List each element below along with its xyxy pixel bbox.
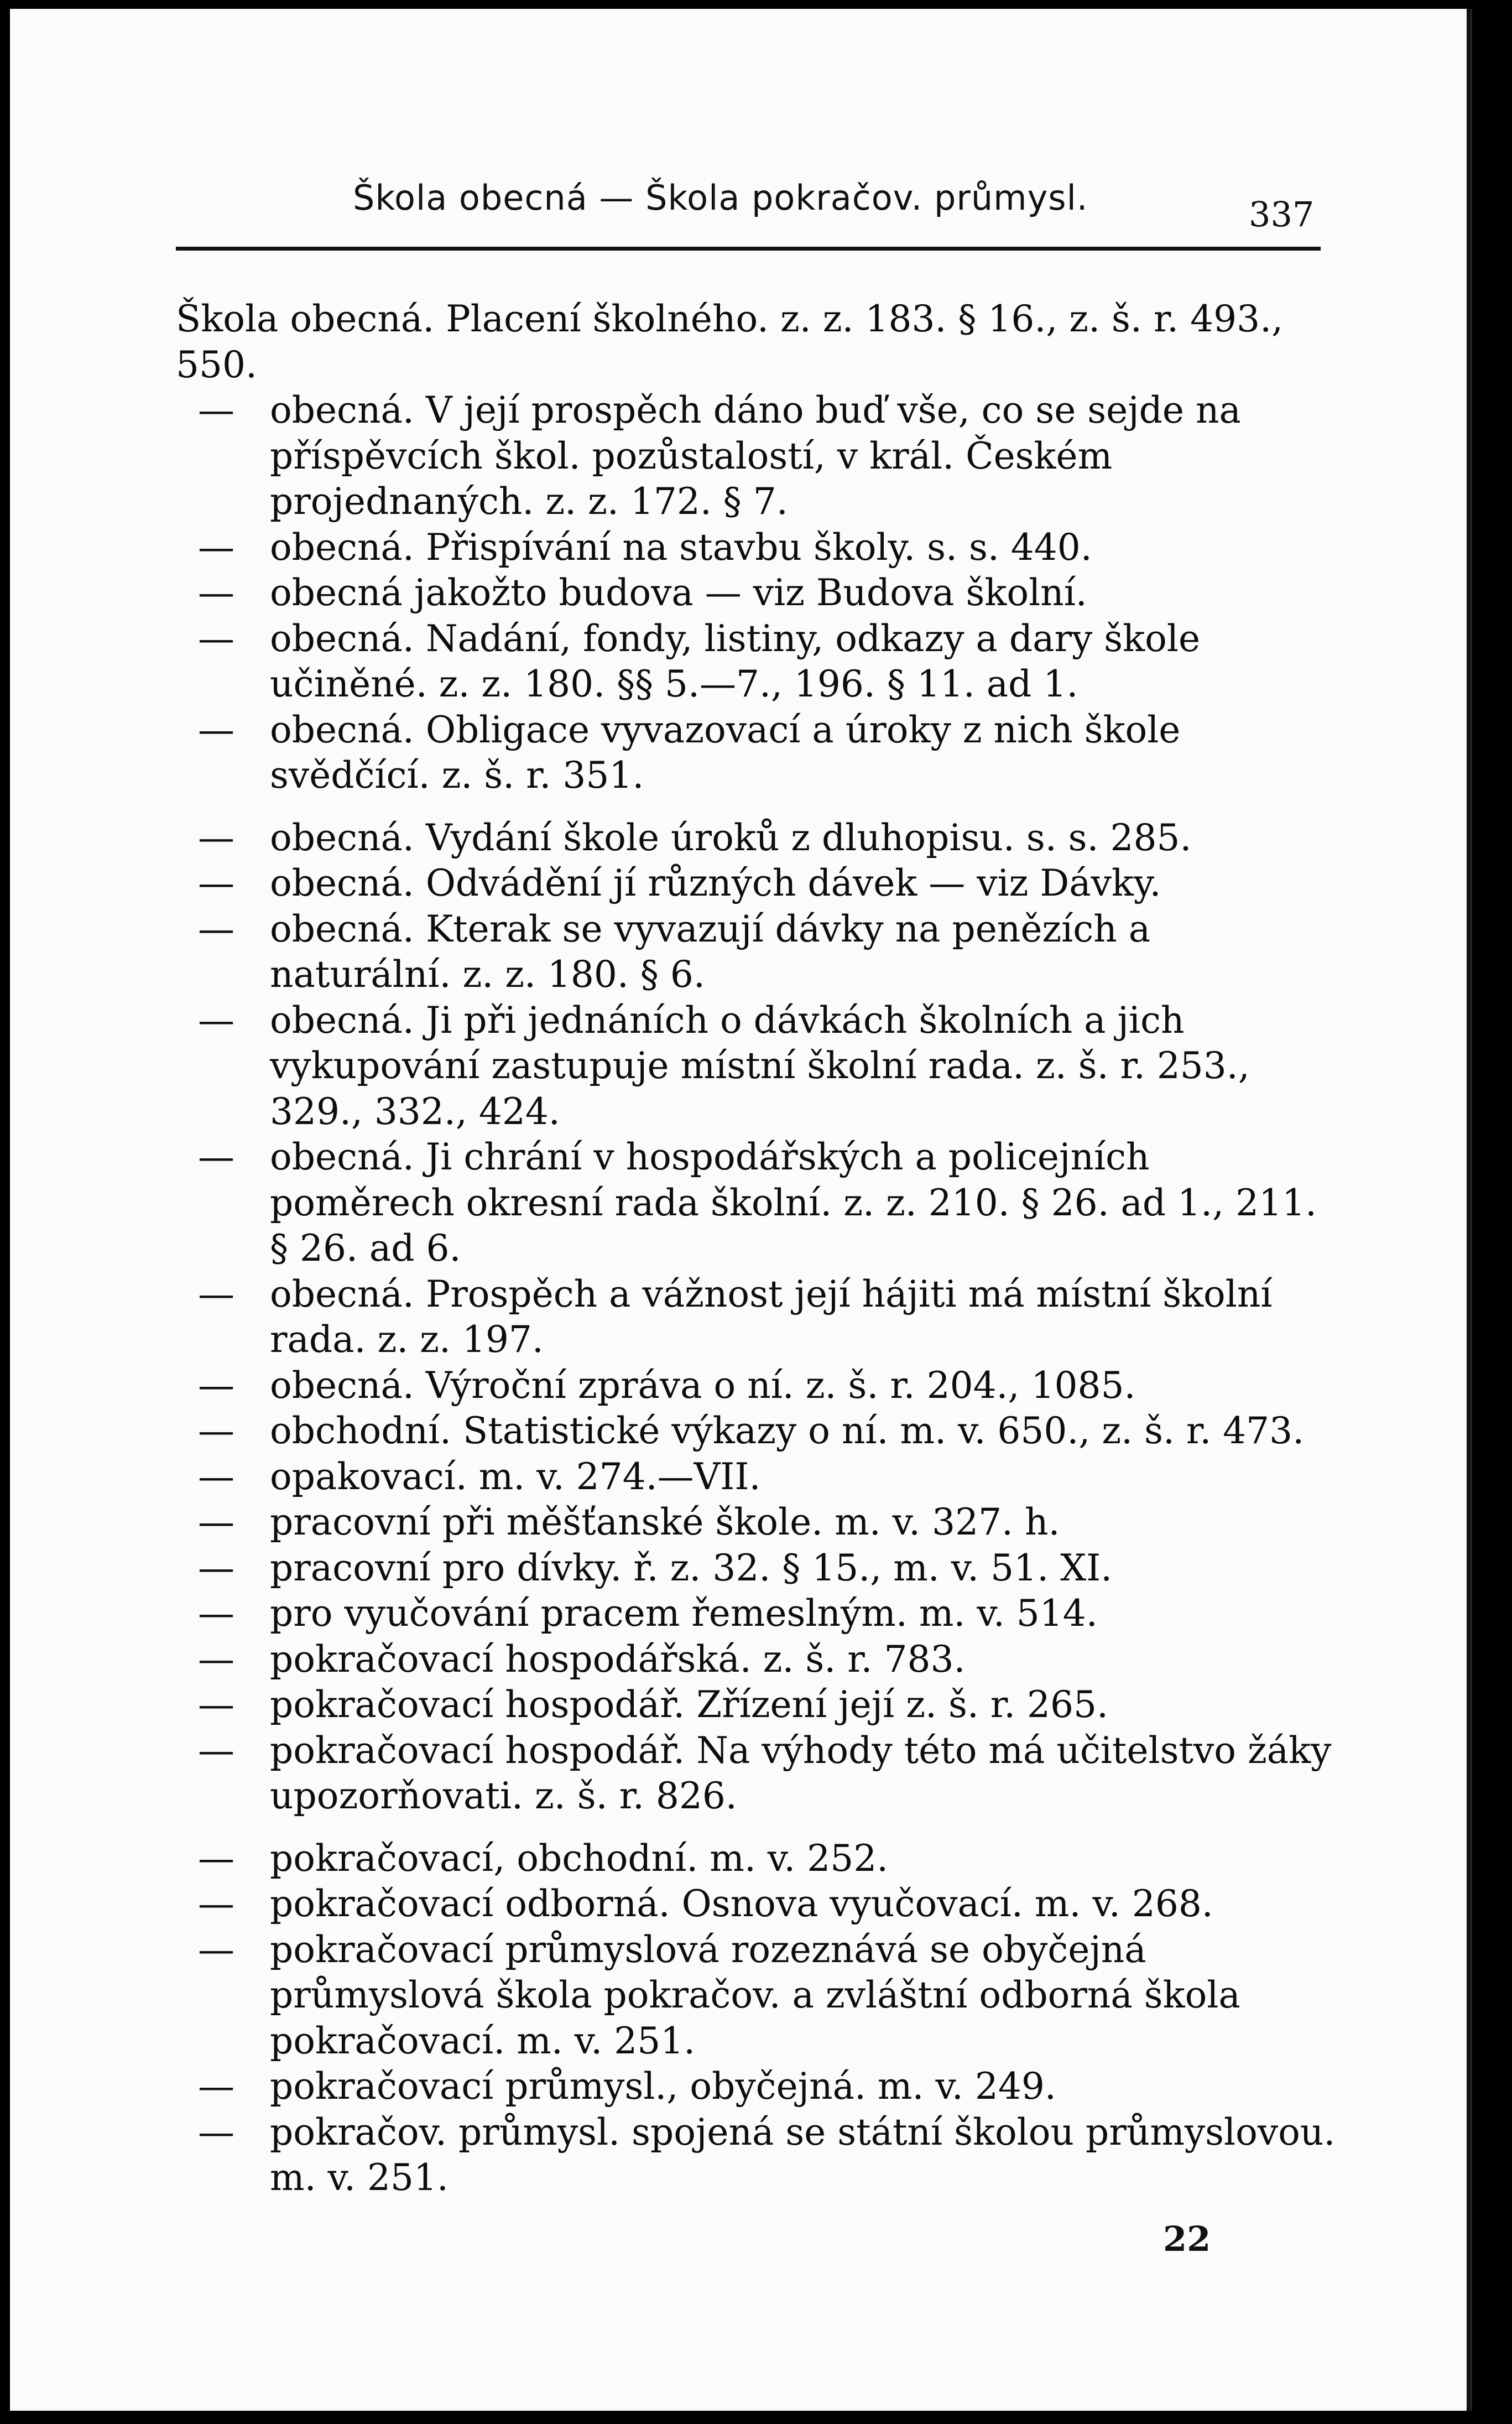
- entry-text: Škola obecná. Placení školného. z. z. 183. § 16., z. š. r. 493., 550.: [176, 298, 1284, 386]
- index-entry: [176, 1546, 1337, 1591]
- entry-text: obchodní. Statistické výkazy o ní. m. v. 650., z. š. r. 473.: [270, 1409, 1305, 1452]
- entry-dash: —: [198, 526, 234, 569]
- index-entry: [176, 1927, 1337, 2064]
- entry-text: obecná. Ji při jednáních o dávkách školních a jich vykupování zastupuje místní školní rada. z. š. r. 253., 329., 332., 424.: [270, 998, 1250, 1133]
- book-page: [10, 9, 1470, 2411]
- index-entry: [176, 525, 1337, 571]
- index-entry: [176, 1637, 1337, 1683]
- entry-dash: —: [198, 708, 234, 751]
- entry-dash: —: [198, 1729, 234, 1772]
- index-entry: [176, 2110, 1337, 2201]
- entry-text: obecná. Výroční zpráva o ní. z. š. r. 204., 1085.: [270, 1364, 1136, 1407]
- entry-text: pokračovací, obchodní. m. v. 252.: [270, 1837, 889, 1880]
- entry-text: pokračovací hospodář. Zřízení její z. š. r. 265.: [270, 1683, 1109, 1726]
- entry-text: pokračovací průmysl., obyčejná. m. v. 249.: [270, 2065, 1056, 2108]
- entry-dash: —: [198, 1837, 234, 1880]
- index-entry: [176, 815, 1337, 861]
- entry-dash: —: [198, 1546, 234, 1589]
- entry-dash: —: [198, 1455, 234, 1498]
- index-entry: [176, 1682, 1337, 1728]
- entry-text: pracovní při měšťanské škole. m. v. 327. h.: [270, 1501, 1060, 1543]
- entry-dash: —: [198, 1637, 234, 1681]
- entry-dash: —: [198, 1592, 234, 1635]
- entry-text: obecná. Vydání škole úroků z dluhopisu. s. s. 285.: [270, 816, 1192, 859]
- index-entry: [176, 570, 1337, 616]
- entry-text: pokračovací hospodářská. z. š. r. 783.: [270, 1637, 966, 1681]
- index-entries: [176, 297, 1337, 2201]
- entry-text: obecná. V její prospěch dáno buď vše, co se sejde na příspěvcích škol. pozůstalostí, v král. Českém projednaných. z. z. 172. § 7.: [270, 389, 1241, 523]
- entry-text: pokračov. průmysl. spojená se státní školou průmyslovou. m. v. 251.: [270, 2110, 1336, 2199]
- entry-dash: —: [198, 617, 234, 660]
- entry-dash: —: [198, 1409, 234, 1452]
- entry-text: obecná. Kterak se vyvazují dávky na penězích a naturální. z. z. 180. § 6.: [270, 907, 1151, 996]
- header-rule: [176, 247, 1321, 251]
- index-entry: [176, 907, 1337, 998]
- entry-text: pokračovací odborná. Osnova vyučovací. m. v. 268.: [270, 1882, 1213, 1925]
- index-entry: [176, 1728, 1337, 1819]
- running-header: Škola obecná — Škola pokračov. průmysl.: [353, 178, 1088, 218]
- entry-dash: —: [198, 862, 234, 904]
- entry-dash: —: [198, 1501, 234, 1543]
- entry-dash: —: [198, 1136, 234, 1178]
- entry-dash: —: [198, 571, 234, 614]
- page-number: 337: [1249, 194, 1315, 235]
- entry-dash: —: [198, 2065, 234, 2108]
- index-entry: [176, 1408, 1337, 1454]
- index-entry: [176, 1272, 1337, 1363]
- entry-dash: —: [198, 1272, 234, 1315]
- entry-dash: —: [198, 816, 234, 859]
- index-entry: [176, 616, 1337, 708]
- signature-mark: 22: [1163, 2219, 1211, 2259]
- entry-dash: —: [198, 1364, 234, 1407]
- entry-text: obecná. Obligace vyvazovací a úroky z nich škole svědčící. z. š. r. 351.: [270, 708, 1181, 797]
- index-entry: [176, 2064, 1337, 2110]
- entry-text: obecná jakožto budova — viz Budova školní.: [270, 571, 1087, 614]
- entry-text: pracovní pro dívky. ř. z. 32. § 15., m. v. 51. XI.: [270, 1546, 1113, 1589]
- entry-text: obecná. Prospěch a vážnost její hájiti má místní školní rada. z. z. 197.: [270, 1272, 1273, 1361]
- entry-dash: —: [198, 2110, 234, 2153]
- entry-dash: —: [198, 1683, 234, 1726]
- page-edge: [1470, 9, 1472, 2411]
- entry-text: pokračovací hospodář. Na výhody této má učitelstvo žáky upozorňovati. z. š. r. 826.: [270, 1729, 1332, 1817]
- index-entry: [176, 998, 1337, 1135]
- index-entry: [176, 1363, 1337, 1409]
- entry-dash: —: [198, 389, 234, 431]
- entry-dash: —: [198, 998, 234, 1042]
- index-entry: [176, 708, 1337, 799]
- entry-text: pro vyučování pracem řemeslným. m. v. 514.: [270, 1592, 1098, 1635]
- index-entry: [176, 1135, 1337, 1272]
- entry-text: opakovací. m. v. 274.—VII.: [270, 1455, 761, 1498]
- entry-text: obecná. Ji chrání v hospodářských a policejních poměrech okresní rada školní. z. z. 210. § 26. ad 1., 211. § 26. ad 6.: [270, 1136, 1317, 1270]
- index-entry: [176, 297, 1337, 388]
- entry-dash: —: [198, 1928, 234, 1971]
- entry-text: obecná. Nadání, fondy, listiny, odkazy a dary škole učiněné. z. z. 180. §§ 5.—7., 196. § 11. ad 1.: [270, 617, 1201, 705]
- entry-dash: —: [198, 1882, 234, 1925]
- index-entry: [176, 1500, 1337, 1546]
- index-entry: [176, 1454, 1337, 1500]
- entry-dash: —: [198, 907, 234, 950]
- entry-text: pokračovací průmyslová rozeznává se obyčejná průmyslová škola pokračov. a zvláštní odborná škola pokračovací. m. v. 251.: [270, 1928, 1240, 2062]
- index-entry: [176, 1836, 1337, 1882]
- index-entry: [176, 1591, 1337, 1637]
- entry-text: obecná. Přispívání na stavbu školy. s. s. 440.: [270, 526, 1092, 569]
- index-entry: [176, 861, 1337, 907]
- entry-text: obecná. Odvádění jí různých dávek — viz Dávky.: [270, 862, 1161, 904]
- index-entry: [176, 1881, 1337, 1927]
- index-entry: [176, 388, 1337, 525]
